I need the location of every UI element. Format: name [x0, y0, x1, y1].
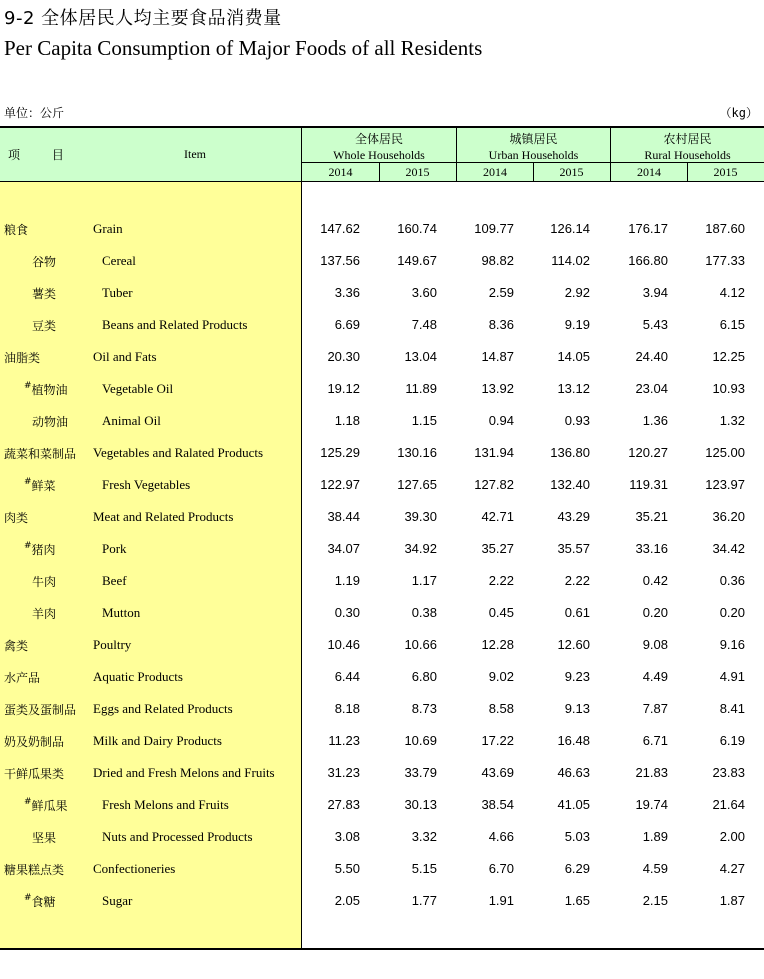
value-cell: 19.74 [635, 797, 668, 812]
value-cell: 41.05 [557, 797, 590, 812]
value-cell: 2.92 [564, 285, 590, 300]
value-cell: 176.17 [628, 221, 668, 236]
item-name-chinese-text: 动物油 [32, 415, 69, 429]
value-cell: 4.27 [719, 861, 745, 876]
value-cell: 5.03 [564, 829, 590, 844]
item-name-chinese [4, 349, 40, 366]
item-name-english: Animal Oil [102, 413, 161, 428]
value-cell: 34.42 [712, 541, 745, 556]
value-cell: 33.16 [635, 541, 668, 556]
table-row [0, 564, 764, 596]
item-name-chinese-text: 干鲜瓜果类 [4, 767, 65, 781]
header-divider [533, 162, 534, 181]
value-cell: 4.91 [719, 669, 745, 684]
table-row [0, 436, 764, 468]
value-cell: 16.48 [557, 733, 590, 748]
value-cell: 27.83 [327, 797, 360, 812]
value-cell: 9.19 [564, 317, 590, 332]
item-name-chinese [32, 413, 68, 430]
value-cell: 36.20 [712, 509, 745, 524]
item-name-chinese [24, 797, 68, 814]
value-cell: 6.71 [642, 733, 668, 748]
value-cell: 6.29 [564, 861, 590, 876]
value-cell: 0.93 [564, 413, 590, 428]
item-name-english: Meat and Related Products [93, 509, 234, 524]
value-cell: 122.97 [320, 477, 360, 492]
value-cell: 34.92 [404, 541, 437, 556]
item-name-chinese-text: 谷物 [32, 255, 57, 269]
value-cell: 1.17 [411, 573, 437, 588]
value-cell: 132.40 [550, 477, 590, 492]
value-cell: 23.83 [712, 765, 745, 780]
item-name-english: Milk and Dairy Products [93, 733, 222, 748]
value-cell: 6.69 [334, 317, 360, 332]
header-divider [379, 162, 380, 181]
value-cell: 2.59 [488, 285, 514, 300]
value-cell: 125.29 [320, 445, 360, 460]
item-name-chinese [4, 765, 64, 782]
item-name-english: Pork [102, 541, 127, 556]
value-cell: 1.77 [411, 893, 437, 908]
item-name-chinese-text: 蛋类及蛋制品 [4, 703, 77, 717]
value-cell: 11.89 [405, 381, 437, 396]
value-cell: 5.43 [642, 317, 668, 332]
footnote-mark: # [24, 381, 32, 391]
value-cell: 6.70 [488, 861, 514, 876]
value-cell: 0.45 [488, 605, 514, 620]
item-name-chinese-text: 糖果糕点类 [4, 863, 65, 877]
table-row [0, 212, 764, 244]
value-cell: 3.32 [411, 829, 437, 844]
table-row [0, 468, 764, 500]
item-name-chinese [4, 669, 40, 686]
value-cell: 166.80 [628, 253, 668, 268]
value-cell: 126.14 [550, 221, 590, 236]
value-cell: 9.23 [564, 669, 590, 684]
table-title-english: Per Capita Consumption of Major Foods of all Residents [4, 36, 483, 60]
value-cell: 187.60 [705, 221, 745, 236]
value-cell: 0.38 [411, 605, 437, 620]
value-cell: 9.08 [642, 637, 668, 652]
item-name-english: Aquatic Products [93, 669, 183, 684]
value-cell: 131.94 [474, 445, 514, 460]
value-cell: 4.49 [642, 669, 668, 684]
table-row [0, 244, 764, 276]
value-cell: 125.00 [705, 445, 745, 460]
item-name-chinese-text: 豆类 [32, 319, 57, 333]
value-cell: 12.60 [557, 637, 590, 652]
item-name-english: Nuts and Processed Products [102, 829, 253, 844]
value-cell: 120.27 [628, 445, 668, 460]
value-cell: 38.54 [481, 797, 514, 812]
item-name-chinese [4, 861, 64, 878]
table-row [0, 852, 764, 884]
item-name-english: Fresh Melons and Fruits [102, 797, 229, 812]
value-cell: 20.30 [327, 349, 360, 364]
table-row [0, 628, 764, 660]
item-name-chinese [32, 317, 56, 334]
table-row [0, 724, 764, 756]
unit-label-chinese: 单位：公斤 [4, 106, 65, 120]
value-cell: 35.57 [557, 541, 590, 556]
header-item-chinese: 项 目 [8, 148, 64, 162]
value-cell: 10.66 [404, 637, 437, 652]
value-cell: 8.73 [411, 701, 437, 716]
value-cell: 2.05 [334, 893, 360, 908]
value-cell: 17.22 [481, 733, 514, 748]
item-name-english: Beans and Related Products [102, 317, 248, 332]
item-name-chinese [4, 445, 76, 462]
item-name-chinese [32, 285, 56, 302]
item-name-english: Oil and Fats [93, 349, 157, 364]
value-cell: 160.74 [397, 221, 437, 236]
item-name-chinese [24, 893, 56, 910]
header-group-urban-cn: 城镇居民 [509, 132, 558, 146]
footnote-mark: # [24, 893, 32, 903]
value-cell: 35.21 [635, 509, 668, 524]
value-cell: 19.12 [327, 381, 360, 396]
item-name-chinese-text: 蔬菜和菜制品 [4, 447, 77, 461]
value-cell: 21.83 [635, 765, 668, 780]
header-year: 2015 [559, 165, 584, 179]
table-row [0, 372, 764, 404]
value-cell: 1.32 [719, 413, 745, 428]
item-name-chinese [32, 829, 56, 846]
value-cell: 0.20 [719, 605, 745, 620]
item-name-chinese [24, 381, 68, 398]
header-year: 2014 [483, 165, 507, 179]
value-cell: 7.48 [411, 317, 437, 332]
value-cell: 149.67 [397, 253, 437, 268]
footnote-mark: # [24, 797, 32, 807]
value-cell: 6.19 [719, 733, 745, 748]
item-name-chinese [4, 733, 64, 750]
value-cell: 1.19 [334, 573, 360, 588]
value-cell: 42.71 [481, 509, 514, 524]
header-year: 2015 [713, 165, 738, 179]
item-name-chinese [32, 573, 56, 590]
item-name-english: Beef [102, 573, 127, 588]
item-name-english: Dried and Fresh Melons and Fruits [93, 765, 275, 780]
header-item-english: Item [184, 147, 206, 161]
value-cell: 9.02 [488, 669, 514, 684]
value-cell: 46.63 [557, 765, 590, 780]
table-row [0, 788, 764, 820]
table-title-chinese: 9-2 全体居民人均主要食品消费量 [4, 8, 282, 29]
value-cell: 4.66 [488, 829, 514, 844]
value-cell: 1.89 [642, 829, 668, 844]
table-row [0, 596, 764, 628]
value-cell: 5.50 [334, 861, 360, 876]
item-name-english: Confectioneries [93, 861, 176, 876]
value-cell: 21.64 [712, 797, 745, 812]
item-name-chinese [4, 701, 76, 718]
item-name-english: Sugar [102, 893, 133, 908]
value-cell: 127.82 [474, 477, 514, 492]
table-row [0, 340, 764, 372]
table-row [0, 692, 764, 724]
item-name-chinese-text: 肉类 [4, 511, 29, 525]
value-cell: 1.65 [564, 893, 590, 908]
value-cell: 8.36 [488, 317, 514, 332]
value-cell: 0.94 [488, 413, 514, 428]
table-row [0, 532, 764, 564]
header-group-whole-cn: 全体居民 [354, 132, 403, 146]
item-name-chinese-text: 鲜菜 [31, 479, 56, 493]
item-name-chinese [4, 509, 28, 526]
value-cell: 34.07 [327, 541, 360, 556]
value-cell: 13.04 [404, 349, 437, 364]
value-cell: 119.31 [629, 477, 668, 492]
value-cell: 130.16 [397, 445, 437, 460]
header-year: 2014 [328, 165, 353, 179]
header-divider [610, 128, 611, 181]
value-cell: 10.93 [712, 381, 745, 396]
item-name-chinese [32, 253, 56, 270]
item-name-chinese-text: 水产品 [4, 671, 41, 685]
item-name-english: Vegetable Oil [102, 381, 174, 396]
value-cell: 23.04 [635, 381, 668, 396]
item-name-chinese-text: 食糖 [31, 895, 56, 909]
value-cell: 3.94 [642, 285, 668, 300]
value-cell: 3.36 [334, 285, 360, 300]
value-cell: 123.97 [705, 477, 745, 492]
item-name-chinese [32, 605, 56, 622]
value-cell: 31.23 [327, 765, 360, 780]
table-row [0, 404, 764, 436]
value-cell: 0.61 [564, 605, 590, 620]
item-name-chinese [4, 637, 28, 654]
value-cell: 8.41 [719, 701, 745, 716]
value-cell: 13.92 [481, 381, 514, 396]
table-row [0, 756, 764, 788]
value-cell: 1.18 [334, 413, 360, 428]
value-cell: 6.80 [411, 669, 437, 684]
value-cell: 38.44 [327, 509, 360, 524]
value-cell: 43.29 [557, 509, 590, 524]
item-name-english: Poultry [93, 637, 132, 652]
header-divider [687, 162, 688, 181]
item-name-english: Fresh Vegetables [102, 477, 191, 492]
item-name-chinese-text: 坚果 [32, 831, 57, 845]
value-cell: 9.13 [564, 701, 590, 716]
value-cell: 2.15 [642, 893, 668, 908]
value-cell: 43.69 [481, 765, 514, 780]
item-name-english: Cereal [102, 253, 136, 268]
value-cell: 4.59 [642, 861, 668, 876]
header-group-rural-cn: 农村居民 [663, 132, 712, 146]
value-cell: 8.58 [488, 701, 514, 716]
value-cell: 14.87 [481, 349, 514, 364]
value-cell: 147.62 [320, 221, 360, 236]
footnote-mark: # [24, 477, 32, 487]
value-cell: 137.56 [320, 253, 360, 268]
item-name-chinese [24, 541, 56, 558]
value-cell: 1.15 [411, 413, 437, 428]
item-name-chinese-text: 禽类 [4, 639, 29, 653]
value-cell: 5.15 [411, 861, 437, 876]
value-cell: 0.30 [334, 605, 360, 620]
table-row [0, 884, 764, 916]
header-divider [301, 128, 302, 181]
value-cell: 109.77 [474, 221, 514, 236]
item-name-chinese-text: 羊肉 [32, 607, 57, 621]
unit-label-english: （kg） [719, 106, 758, 120]
value-cell: 24.40 [635, 349, 668, 364]
value-cell: 6.15 [719, 317, 745, 332]
header-divider [456, 128, 457, 181]
item-name-chinese-text: 粮食 [4, 223, 29, 237]
value-cell: 177.33 [705, 253, 745, 268]
value-cell: 136.80 [550, 445, 590, 460]
item-name-english: Grain [93, 221, 123, 236]
value-cell: 0.20 [642, 605, 668, 620]
table-row [0, 820, 764, 852]
item-name-english: Eggs and Related Products [93, 701, 233, 716]
item-name-chinese-text: 薯类 [32, 287, 57, 301]
value-cell: 7.87 [642, 701, 668, 716]
value-cell: 2.22 [564, 573, 590, 588]
value-cell: 10.46 [327, 637, 360, 652]
item-name-chinese-text: 奶及奶制品 [4, 735, 65, 749]
header-year: 2015 [405, 165, 430, 179]
value-cell: 12.28 [481, 637, 514, 652]
value-cell: 8.18 [334, 701, 360, 716]
table-row [0, 308, 764, 340]
value-cell: 3.60 [411, 285, 437, 300]
value-cell: 39.30 [404, 509, 437, 524]
value-cell: 4.12 [719, 285, 745, 300]
value-cell: 12.25 [712, 349, 745, 364]
value-cell: 127.65 [397, 477, 437, 492]
value-cell: 2.00 [719, 829, 745, 844]
header-group-rural-en: Rural Households [644, 148, 731, 162]
header-group-urban-en: Urban Households [488, 148, 579, 162]
item-name-chinese-text: 牛肉 [32, 575, 57, 589]
value-cell: 30.13 [404, 797, 437, 812]
item-name-chinese-text: 鲜瓜果 [31, 799, 68, 813]
footnote-mark: # [24, 541, 32, 551]
value-cell: 3.08 [334, 829, 360, 844]
item-name-chinese-text: 植物油 [31, 383, 68, 397]
value-cell: 9.16 [719, 637, 745, 652]
table-header [0, 128, 764, 182]
value-cell: 98.82 [481, 253, 514, 268]
value-cell: 1.91 [488, 893, 514, 908]
item-name-english: Vegetables and Ralated Products [93, 445, 264, 460]
value-cell: 0.36 [719, 573, 745, 588]
value-cell: 13.12 [557, 381, 590, 396]
item-name-chinese-text: 猪肉 [31, 543, 56, 557]
value-cell: 35.27 [481, 541, 514, 556]
value-cell: 114.02 [551, 253, 590, 268]
item-name-english: Tuber [102, 285, 133, 300]
value-cell: 1.87 [719, 893, 745, 908]
value-cell: 11.23 [328, 733, 360, 748]
item-name-chinese [24, 477, 56, 494]
value-cell: 6.44 [334, 669, 360, 684]
item-name-english: Mutton [102, 605, 141, 620]
header-year: 2014 [637, 165, 661, 179]
value-cell: 33.79 [404, 765, 437, 780]
table-row [0, 500, 764, 532]
table-row [0, 660, 764, 692]
value-cell: 2.22 [488, 573, 514, 588]
data-table [0, 126, 764, 950]
table-row [0, 276, 764, 308]
item-name-chinese [4, 221, 28, 238]
value-cell: 14.05 [557, 349, 590, 364]
header-group-whole-en: Whole Households [333, 148, 425, 162]
value-cell: 0.42 [642, 573, 668, 588]
item-name-chinese-text: 油脂类 [4, 351, 41, 365]
value-cell: 10.69 [404, 733, 437, 748]
value-cell: 1.36 [642, 413, 668, 428]
